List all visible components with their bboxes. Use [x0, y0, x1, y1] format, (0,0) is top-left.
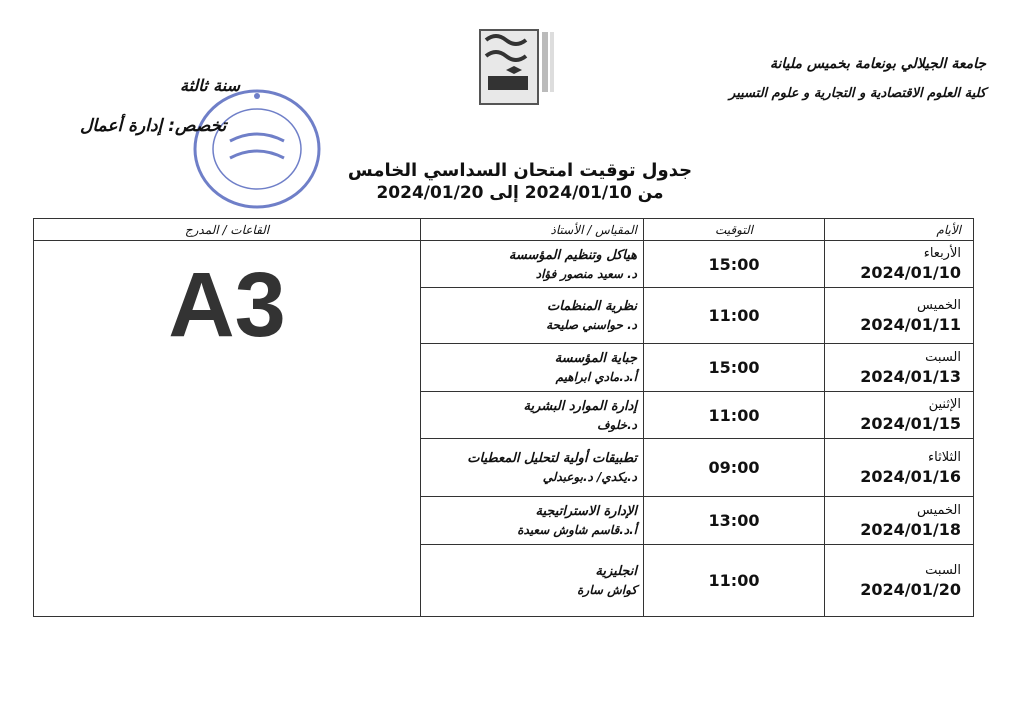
year-label: سنة ثالثة — [180, 76, 240, 95]
hall-name: A3 — [168, 254, 286, 356]
course-name: جباية المؤسسة — [554, 351, 637, 366]
schedule-title: جدول توقيت امتحان السداسي الخامس — [347, 160, 693, 181]
university-logo — [446, 26, 572, 110]
course-cell — [421, 497, 644, 545]
teacher-name: كواش سارة — [577, 583, 637, 597]
course-cell — [421, 392, 644, 439]
course-name: الإدارة الاستراتيجية — [535, 504, 637, 519]
day-cell — [825, 545, 974, 617]
exam-date: 2024/01/16 — [860, 466, 961, 486]
course-cell — [421, 545, 644, 617]
teacher-name: أ.د.مادي ابراهيم — [555, 370, 637, 384]
day-name: الثلاثاء — [928, 449, 961, 465]
exam-date: 2024/01/18 — [860, 519, 961, 539]
schedule-date-range: من 2024/01/10 إلى 2024/01/20 — [376, 183, 664, 203]
teacher-name: د.يكدي/ د.بوعبدلي — [542, 470, 637, 484]
faculty-name: كلية العلوم الاقتصادية و التجارية و علوم التسيير — [729, 86, 986, 101]
exam-date: 2024/01/10 — [860, 263, 961, 282]
day-name: الإثنين — [928, 397, 961, 412]
teacher-name: أ.د.قاسم شاوش سعيدة — [517, 523, 637, 537]
exam-time: 11:00 — [644, 288, 825, 344]
header-time: التوقيت — [644, 219, 825, 241]
header-course: المقياس / الأستاذ — [421, 219, 644, 241]
course-cell — [421, 439, 644, 497]
exam-time: 11:00 — [644, 392, 825, 439]
exam-date: 2024/01/20 — [860, 579, 961, 599]
course-name: انجليزية — [595, 564, 637, 579]
course-name: هياكل وتنظيم المؤسسة — [508, 247, 637, 263]
exam-time: 09:00 — [644, 439, 825, 497]
day-cell — [825, 288, 974, 344]
hall-cell — [34, 241, 421, 617]
day-name: السبت — [925, 562, 961, 578]
day-name: الأربعاء — [923, 246, 961, 261]
specialization-label: تخصص: إدارة أعمال — [80, 116, 227, 136]
teacher-name: د. سعيد منصور فؤاد — [535, 266, 637, 281]
course-cell — [421, 241, 644, 288]
day-cell — [825, 344, 974, 392]
header-days: الأيام — [825, 219, 974, 241]
teacher-name: د. حواسني صليحة — [546, 318, 637, 332]
course-cell — [421, 344, 644, 392]
exam-time: 15:00 — [644, 241, 825, 288]
university-name: جامعة الجيلالي بونعامة بخميس مليانة — [769, 56, 986, 72]
day-cell — [825, 439, 974, 497]
day-cell — [825, 392, 974, 439]
exam-schedule-table — [33, 218, 974, 617]
exam-date: 2024/01/11 — [860, 314, 961, 334]
day-name: الخميس — [917, 502, 961, 518]
exam-time: 11:00 — [644, 545, 825, 617]
exam-time: 15:00 — [644, 344, 825, 392]
day-cell — [825, 241, 974, 288]
day-name: الخميس — [917, 297, 961, 313]
schedule-body — [34, 241, 974, 617]
university-header — [729, 56, 986, 101]
teacher-name: د.خلوف — [597, 417, 637, 432]
table-header-row — [34, 219, 974, 241]
course-name: تطبيقات أولية لتحليل المعطيات — [467, 451, 637, 466]
day-name: السبت — [925, 349, 961, 365]
header-hall: القاعات / المدرج — [34, 219, 421, 241]
exam-time: 13:00 — [644, 497, 825, 545]
course-name: نظرية المنظمات — [547, 299, 637, 314]
exam-date: 2024/01/13 — [860, 366, 961, 386]
course-cell — [421, 288, 644, 344]
day-cell — [825, 497, 974, 545]
schedule-title-block — [300, 160, 740, 203]
table-row — [34, 241, 974, 288]
course-name: إدارة الموارد البشرية — [523, 398, 637, 414]
exam-date: 2024/01/15 — [860, 414, 961, 433]
